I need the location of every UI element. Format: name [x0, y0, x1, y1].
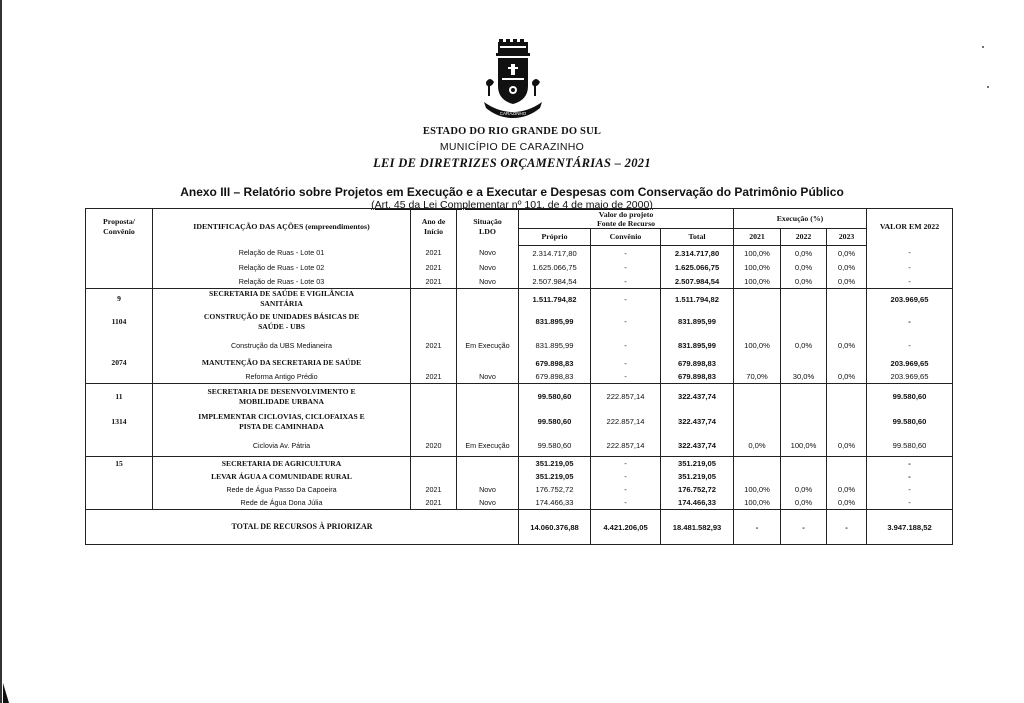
total-cell: 831.895,99: [661, 309, 734, 334]
table-row: [86, 274, 953, 289]
proprio-cell: 99.580,60: [519, 409, 591, 434]
convenio-cell: -: [591, 289, 661, 310]
table-row: [86, 246, 953, 261]
ano-cell: [411, 409, 457, 434]
situacao-cell: [457, 470, 519, 483]
total-cell: 2.314.717,80: [661, 246, 734, 261]
situacao-cell: Novo: [457, 246, 519, 261]
valor-2022-cell: 203.969,65: [867, 370, 953, 384]
valor-2022-cell: -: [867, 246, 953, 261]
convenio-cell: -: [591, 274, 661, 289]
acao-cell: Rede de Água Passo Da Capoeira: [153, 483, 411, 496]
convenio-cell: -: [591, 496, 661, 510]
table-row: [86, 309, 953, 334]
header-proposta: Proposta/ Convênio: [86, 209, 153, 246]
exec-2023-cell: 0,0%: [827, 260, 867, 274]
total-exec-2023: -: [827, 510, 867, 545]
situacao-cell: Novo: [457, 274, 519, 289]
proposta-cell: [86, 483, 153, 496]
ano-cell: [411, 289, 457, 310]
situacao-cell: Em Execução: [457, 434, 519, 457]
total-label: TOTAL DE RECURSOS À PRIORIZAR: [86, 510, 519, 545]
proposta-cell: [86, 370, 153, 384]
proposta-cell: [86, 260, 153, 274]
exec-2021-cell: [734, 309, 781, 334]
table-row: [86, 434, 953, 457]
convenio-cell: -: [591, 457, 661, 471]
situacao-cell: [457, 356, 519, 370]
acao-cell: Reforma Antigo Prédio: [153, 370, 411, 384]
acao-cell: Relação de Ruas - Lote 01: [153, 246, 411, 261]
total-exec-2022: -: [781, 510, 827, 545]
total-proprio: 14.060.376,88: [519, 510, 591, 545]
total-cell: 174.466,33: [661, 496, 734, 510]
situacao-cell: [457, 457, 519, 471]
exec-2023-cell: 0,0%: [827, 334, 867, 356]
exec-2021-cell: [734, 457, 781, 471]
proprio-cell: 99.580,60: [519, 434, 591, 457]
acao-cell: Rede de Água Dona Júlia: [153, 496, 411, 510]
proprio-cell: 679.898,83: [519, 356, 591, 370]
exec-2022-cell: [781, 289, 827, 310]
header-proprio: Próprio: [519, 229, 591, 246]
exec-2023-cell: [827, 309, 867, 334]
exec-2022-cell: [781, 409, 827, 434]
total-convenio: 4.421.206,05: [591, 510, 661, 545]
exec-2023-cell: 0,0%: [827, 434, 867, 457]
header-total: Total: [661, 229, 734, 246]
header-situacao: Situação LDO: [457, 209, 519, 246]
ano-cell: 2021: [411, 274, 457, 289]
proprio-cell: 99.580,60: [519, 384, 591, 410]
acao-cell: SECRETARIA DE DESENVOLVIMENTO E MOBILIDADE URBANA: [153, 384, 411, 410]
valor-2022-cell: 203.969,65: [867, 356, 953, 370]
ano-cell: 2021: [411, 496, 457, 510]
table-row: [86, 470, 953, 483]
table-row: [86, 409, 953, 434]
exec-2023-cell: 0,0%: [827, 483, 867, 496]
proposta-cell: [86, 246, 153, 261]
convenio-cell: 222.857,14: [591, 434, 661, 457]
header-valor-projeto: Valor do projeto Fonte de Recurso: [519, 209, 734, 229]
exec-2023-cell: [827, 457, 867, 471]
exec-2021-cell: [734, 356, 781, 370]
proposta-cell: [86, 434, 153, 457]
exec-2022-cell: 100,0%: [781, 434, 827, 457]
exec-2022-cell: 0,0%: [781, 246, 827, 261]
proprio-cell: 174.466,33: [519, 496, 591, 510]
total-cell: 351.219,05: [661, 470, 734, 483]
proprio-cell: 176.752,72: [519, 483, 591, 496]
proposta-cell: [86, 470, 153, 483]
exec-2023-cell: [827, 384, 867, 410]
proprio-cell: 831.895,99: [519, 309, 591, 334]
proprio-cell: 351.219,05: [519, 470, 591, 483]
ano-cell: [411, 470, 457, 483]
convenio-cell: -: [591, 370, 661, 384]
total-cell: 679.898,83: [661, 370, 734, 384]
convenio-cell: -: [591, 246, 661, 261]
municipality-title: MUNICÍPIO DE CARAZINHO: [439, 141, 585, 153]
header-convenio: Convênio: [591, 229, 661, 246]
scan-left-edge: [0, 0, 2, 703]
ano-cell: [411, 356, 457, 370]
state-title: ESTADO DO RIO GRANDE DO SUL: [422, 126, 602, 137]
valor-2022-cell: -: [867, 334, 953, 356]
annex-subtitle: (Art. 45 da Lei Complementar nº 101, de 4 de maio de 2000): [371, 199, 653, 211]
exec-2021-cell: 100,0%: [734, 260, 781, 274]
situacao-cell: [457, 409, 519, 434]
ano-cell: 2020: [411, 434, 457, 457]
total-cell: 831.895,99: [661, 334, 734, 356]
header-2022: 2022: [781, 229, 827, 246]
scan-speck: [982, 46, 984, 48]
exec-2022-cell: [781, 457, 827, 471]
table-row: [86, 384, 953, 410]
situacao-cell: Novo: [457, 260, 519, 274]
situacao-cell: Novo: [457, 483, 519, 496]
exec-2021-cell: 100,0%: [734, 274, 781, 289]
total-valor-2022: 3.947.188,52: [867, 510, 953, 545]
situacao-cell: [457, 309, 519, 334]
proprio-cell: 679.898,83: [519, 370, 591, 384]
header-2023: 2023: [827, 229, 867, 246]
situacao-cell: Novo: [457, 370, 519, 384]
exec-2023-cell: 0,0%: [827, 246, 867, 261]
exec-2023-cell: [827, 289, 867, 310]
table-row: [86, 496, 953, 510]
valor-2022-cell: -: [867, 260, 953, 274]
total-cell: 322.437,74: [661, 409, 734, 434]
acao-cell: Relação de Ruas - Lote 03: [153, 274, 411, 289]
exec-2023-cell: 0,0%: [827, 496, 867, 510]
valor-2022-cell: -: [867, 274, 953, 289]
municipal-coat-of-arms-icon: [478, 38, 548, 118]
table-row: [86, 356, 953, 370]
acao-cell: SECRETARIA DE AGRICULTURA: [153, 457, 411, 471]
exec-2023-cell: [827, 356, 867, 370]
proposta-cell: 11: [86, 384, 153, 410]
situacao-cell: [457, 289, 519, 310]
situacao-cell: Em Execução: [457, 334, 519, 356]
proposta-cell: 1104: [86, 309, 153, 334]
total-cell: 322.437,74: [661, 434, 734, 457]
proposta-cell: 9: [86, 289, 153, 310]
proposta-cell: [86, 496, 153, 510]
exec-2023-cell: 0,0%: [827, 274, 867, 289]
situacao-cell: [457, 384, 519, 410]
total-cell: 2.507.984,54: [661, 274, 734, 289]
proprio-cell: 1.625.066,75: [519, 260, 591, 274]
convenio-cell: -: [591, 260, 661, 274]
proposta-cell: 15: [86, 457, 153, 471]
proposta-cell: [86, 274, 153, 289]
exec-2023-cell: 0,0%: [827, 370, 867, 384]
exec-2021-cell: 70,0%: [734, 370, 781, 384]
exec-2022-cell: 0,0%: [781, 260, 827, 274]
proposta-cell: [86, 334, 153, 356]
table-row: [86, 334, 953, 356]
valor-2022-cell: 203.969,65: [867, 289, 953, 310]
ano-cell: 2021: [411, 246, 457, 261]
exec-2021-cell: [734, 384, 781, 410]
exec-2022-cell: 30,0%: [781, 370, 827, 384]
convenio-cell: -: [591, 470, 661, 483]
convenio-cell: -: [591, 334, 661, 356]
valor-2022-cell: -: [867, 483, 953, 496]
exec-2022-cell: [781, 356, 827, 370]
exec-2022-cell: 0,0%: [781, 483, 827, 496]
ano-cell: 2021: [411, 483, 457, 496]
table-row: [86, 370, 953, 384]
exec-2021-cell: 100,0%: [734, 246, 781, 261]
total-cell: 1.511.794,82: [661, 289, 734, 310]
exec-2022-cell: 0,0%: [781, 334, 827, 356]
ano-cell: 2021: [411, 260, 457, 274]
acao-cell: Construção da UBS Medianeira: [153, 334, 411, 356]
exec-2023-cell: [827, 409, 867, 434]
exec-2021-cell: 100,0%: [734, 496, 781, 510]
proprio-cell: 2.314.717,80: [519, 246, 591, 261]
total-exec-2021: -: [734, 510, 781, 545]
exec-2022-cell: [781, 309, 827, 334]
proprio-cell: 831.895,99: [519, 334, 591, 356]
proposta-cell: 1314: [86, 409, 153, 434]
convenio-cell: 222.857,14: [591, 384, 661, 410]
ano-cell: [411, 457, 457, 471]
exec-2021-cell: 0,0%: [734, 434, 781, 457]
convenio-cell: -: [591, 483, 661, 496]
acao-cell: LEVAR ÁGUA A COMUNIDADE RURAL: [153, 470, 411, 483]
proprio-cell: 351.219,05: [519, 457, 591, 471]
convenio-cell: -: [591, 356, 661, 370]
header-2021: 2021: [734, 229, 781, 246]
valor-2022-cell: -: [867, 457, 953, 471]
exec-2022-cell: [781, 470, 827, 483]
scan-corner-mark: [3, 683, 9, 703]
table-row: [86, 289, 953, 310]
total-cell: 322.437,74: [661, 384, 734, 410]
svg-text:CARAZINHO: CARAZINHO: [499, 111, 527, 116]
valor-2022-cell: 99.580,60: [867, 409, 953, 434]
table-row: [86, 457, 953, 471]
scan-speck: [987, 86, 989, 88]
header-identificacao: IDENTIFICAÇÃO DAS AÇÕES (empreendimentos): [153, 209, 411, 246]
exec-2021-cell: [734, 409, 781, 434]
convenio-cell: 222.857,14: [591, 409, 661, 434]
acao-cell: IMPLEMENTAR CICLOVIAS, CICLOFAIXAS E PISTA DE CAMINHADA: [153, 409, 411, 434]
valor-2022-cell: 99.580,60: [867, 434, 953, 457]
total-cell: 1.625.066,75: [661, 260, 734, 274]
ano-cell: [411, 309, 457, 334]
exec-2022-cell: [781, 384, 827, 410]
acao-cell: SECRETARIA DE SAÚDE E VIGILÂNCIA SANITÁRIA: [153, 289, 411, 310]
proprio-cell: 1.511.794,82: [519, 289, 591, 310]
exec-2023-cell: [827, 470, 867, 483]
proprio-cell: 2.507.984,54: [519, 274, 591, 289]
exec-2021-cell: [734, 470, 781, 483]
exec-2021-cell: 100,0%: [734, 334, 781, 356]
table-row: [86, 483, 953, 496]
exec-2022-cell: 0,0%: [781, 274, 827, 289]
total-cell: 351.219,05: [661, 457, 734, 471]
header-execucao: Execução (%): [734, 209, 867, 229]
valor-2022-cell: -: [867, 470, 953, 483]
convenio-cell: -: [591, 309, 661, 334]
valor-2022-cell: -: [867, 496, 953, 510]
total-cell: 679.898,83: [661, 356, 734, 370]
acao-cell: Relação de Ruas - Lote 02: [153, 260, 411, 274]
proposta-cell: 2074: [86, 356, 153, 370]
law-title: LEI DE DIRETRIZES ORÇAMENTÁRIAS – 2021: [373, 156, 651, 170]
header-ano: Ano de Início: [411, 209, 457, 246]
acao-cell: CONSTRUÇÃO DE UNIDADES BÁSICAS DE SAÚDE - UBS: [153, 309, 411, 334]
header-valor-2022: VALOR EM 2022: [867, 209, 953, 246]
table-row: [86, 260, 953, 274]
acao-cell: Ciclovia Av. Pátria: [153, 434, 411, 457]
valor-2022-cell: 99.580,60: [867, 384, 953, 410]
ano-cell: [411, 384, 457, 410]
exec-2022-cell: 0,0%: [781, 496, 827, 510]
exec-2021-cell: [734, 289, 781, 310]
total-cell: 176.752,72: [661, 483, 734, 496]
valor-2022-cell: -: [867, 309, 953, 334]
total-total: 18.481.582,93: [661, 510, 734, 545]
situacao-cell: Novo: [457, 496, 519, 510]
exec-2021-cell: 100,0%: [734, 483, 781, 496]
projects-table: [85, 208, 953, 545]
acao-cell: MANUTENÇÃO DA SECRETARIA DE SAÚDE: [153, 356, 411, 370]
ano-cell: 2021: [411, 334, 457, 356]
annex-title: Anexo III – Relatório sobre Projetos em Execução e a Executar e Despesas com Conservação do Patrimônio Público: [180, 185, 844, 199]
ano-cell: 2021: [411, 370, 457, 384]
